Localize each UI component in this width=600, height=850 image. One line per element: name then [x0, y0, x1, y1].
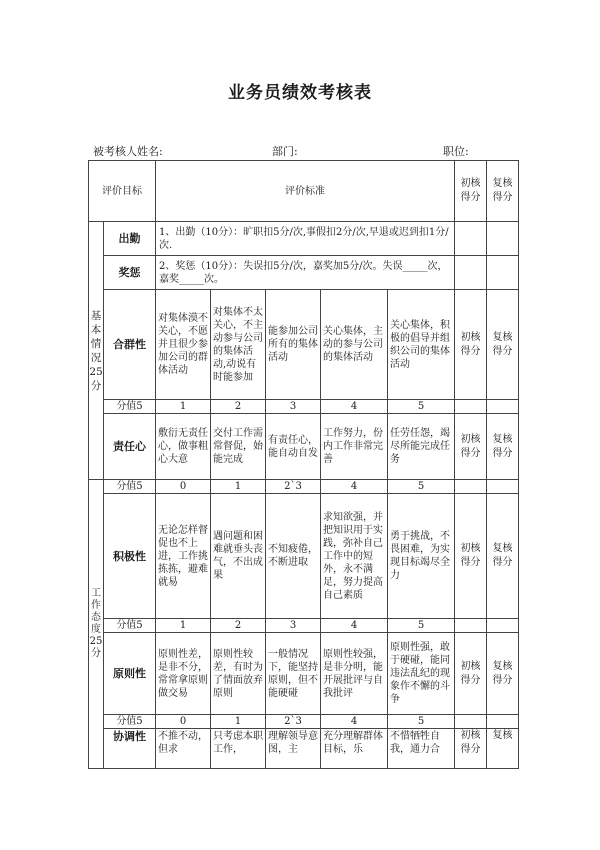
table-row [89, 619, 519, 633]
coordination-level-1: 不推不动，但求 [156, 729, 211, 769]
initiative-level-2: 遇问题和困难就垂头丧气，不出成果 [211, 494, 266, 619]
table-row [89, 715, 519, 729]
header-review: 复核得分 [487, 161, 519, 222]
document-title: 业务员绩效考核表 [228, 83, 372, 103]
responsibility-level-1: 敷衍无责任心，做事粗心大意 [156, 414, 211, 480]
initiative-initial: 初核得分 [455, 494, 487, 619]
responsibility-score-initial-cell [455, 480, 487, 494]
teamwork-review: 复核得分 [487, 290, 519, 400]
principle-score-4: 4 [321, 715, 388, 729]
table-row [89, 414, 519, 480]
teamwork-score-label: 分值5 [104, 400, 156, 414]
responsibility-level-5: 任劳任怨，竭尽所能完成任务 [388, 414, 455, 480]
reward-initial-cell [455, 256, 487, 290]
category-attitude: 工作态度25分 [89, 480, 104, 769]
coordination-level-2: 只考虑本职工作， [211, 729, 266, 769]
teamwork-level-3: 能参加公司所有的集体活动 [266, 290, 321, 400]
evaluation-table [88, 160, 519, 769]
name-label: 被考核人姓名: [93, 145, 163, 158]
initiative-score-4: 4 [321, 619, 388, 633]
responsibility-level-3: 有责任心，能自动自发 [266, 414, 321, 480]
table-row [89, 633, 519, 715]
responsibility-score-label: 分值5 [104, 480, 156, 494]
principle-score-label: 分值5 [104, 715, 156, 729]
attendance-review-cell [487, 222, 519, 256]
label-teamwork: 合群性 [104, 290, 156, 400]
header-initial: 初核得分 [455, 161, 487, 222]
teamwork-score-review-cell [487, 400, 519, 414]
coordination-level-5: 不惜牺牲自我，通力合 [388, 729, 455, 769]
coordination-review: 复核 [487, 729, 519, 769]
label-principle: 原则性 [104, 633, 156, 715]
table-header-row [89, 161, 519, 222]
responsibility-score-3: 2`3 [266, 480, 321, 494]
label-responsibility: 责任心 [104, 414, 156, 480]
initiative-score-5: 5 [388, 619, 455, 633]
responsibility-score-5: 5 [388, 480, 455, 494]
initiative-score-3: 3 [266, 619, 321, 633]
coordination-initial: 初核得分 [455, 729, 487, 769]
label-attendance: 出勤 [104, 222, 156, 256]
initiative-level-4: 求知欲强，并把知识用于实践，弥补自己工作中的短外，永不满足，努力提高自己素质 [321, 494, 388, 619]
principle-score-2: 1 [211, 715, 266, 729]
coordination-level-3: 理解领导意图，主 [266, 729, 321, 769]
header-target: 评价目标 [89, 161, 156, 222]
responsibility-level-4: 工作努力，份内工作非常完善 [321, 414, 388, 480]
principle-initial: 初核得分 [455, 633, 487, 715]
principle-review: 复核得分 [487, 633, 519, 715]
principle-score-5: 5 [388, 715, 455, 729]
responsibility-score-review-cell [487, 480, 519, 494]
label-reward: 奖惩 [104, 256, 156, 290]
table-row [89, 222, 519, 256]
principle-level-2: 原则性较差，有时为了情面放弃原则 [211, 633, 266, 715]
table-row [89, 480, 519, 494]
reward-text: 2、奖惩（10分）：失误扣5分/次，嘉奖加5分/次。失误_____次，嘉奖_____次。 [156, 256, 455, 290]
table-row [89, 290, 519, 400]
teamwork-score-initial-cell [455, 400, 487, 414]
teamwork-score-2: 2 [211, 400, 266, 414]
principle-level-1: 原则性差，是非不分，常常拿原则做交易 [156, 633, 211, 715]
label-coordination: 协调性 [104, 729, 156, 769]
header-standard: 评价标准 [156, 161, 455, 222]
initiative-level-3: 不知疲倦，不断进取 [266, 494, 321, 619]
responsibility-initial: 初核得分 [455, 414, 487, 480]
table-row [89, 729, 519, 769]
teamwork-level-5: 关心集体，积极的倡导并组织公司的集体活动 [388, 290, 455, 400]
info-line [93, 143, 511, 157]
teamwork-level-1: 对集体漠不关心，不愿并且很少参加公司的群体活动 [156, 290, 211, 400]
table-row [89, 256, 519, 290]
principle-score-1: 0 [156, 715, 211, 729]
principle-level-4: 原则性较强，是非分明，能开展批评与自我批评 [321, 633, 388, 715]
responsibility-score-4: 4 [321, 480, 388, 494]
label-initiative: 积极性 [104, 494, 156, 619]
responsibility-review: 复核得分 [487, 414, 519, 480]
initiative-level-1: 无论怎样督促也不上进，工作挑拣拣，避难就易 [156, 494, 211, 619]
attendance-initial-cell [455, 222, 487, 256]
teamwork-score-1: 1 [156, 400, 211, 414]
responsibility-score-1: 0 [156, 480, 211, 494]
initiative-score-1: 1 [156, 619, 211, 633]
initiative-level-5: 勇于挑战，不畏困难，为实现目标竭尽全力 [388, 494, 455, 619]
responsibility-score-2: 1 [211, 480, 266, 494]
responsibility-level-2: 交付工作需常督促，始能完成 [211, 414, 266, 480]
dept-label: 部门: [272, 145, 298, 158]
teamwork-level-2: 对集体不太关心，不主动参与公司的集体活动,动说有时能参加 [211, 290, 266, 400]
initiative-score-label: 分值5 [104, 619, 156, 633]
principle-score-3: 2`3 [266, 715, 321, 729]
initiative-review: 复核得分 [487, 494, 519, 619]
attendance-text: 1、出勤（10分）：旷职扣5分/次,事假扣2分/次,早退或迟到扣1分/次. [156, 222, 455, 256]
principle-level-5: 原则性强，敢于硬碰，能同违法乱纪的现象作不懈的斗争 [388, 633, 455, 715]
principle-score-initial-cell [455, 715, 487, 729]
initiative-score-initial-cell [455, 619, 487, 633]
teamwork-score-5: 5 [388, 400, 455, 414]
teamwork-initial: 初核得分 [455, 290, 487, 400]
table-row [89, 400, 519, 414]
initiative-score-2: 2 [211, 619, 266, 633]
initiative-score-review-cell [487, 619, 519, 633]
category-basic: 基本情况25分 [89, 222, 104, 480]
position-label: 职位: [443, 145, 469, 158]
principle-level-3: 一般情况下，能坚持原则，但不能硬碰 [266, 633, 321, 715]
teamwork-score-3: 3 [266, 400, 321, 414]
table-row [89, 494, 519, 619]
reward-review-cell [487, 256, 519, 290]
coordination-level-4: 充分理解群体目标，乐 [321, 729, 388, 769]
teamwork-score-4: 4 [321, 400, 388, 414]
teamwork-level-4: 关心集体，主动的参与公司的集体活动 [321, 290, 388, 400]
principle-score-review-cell [487, 715, 519, 729]
